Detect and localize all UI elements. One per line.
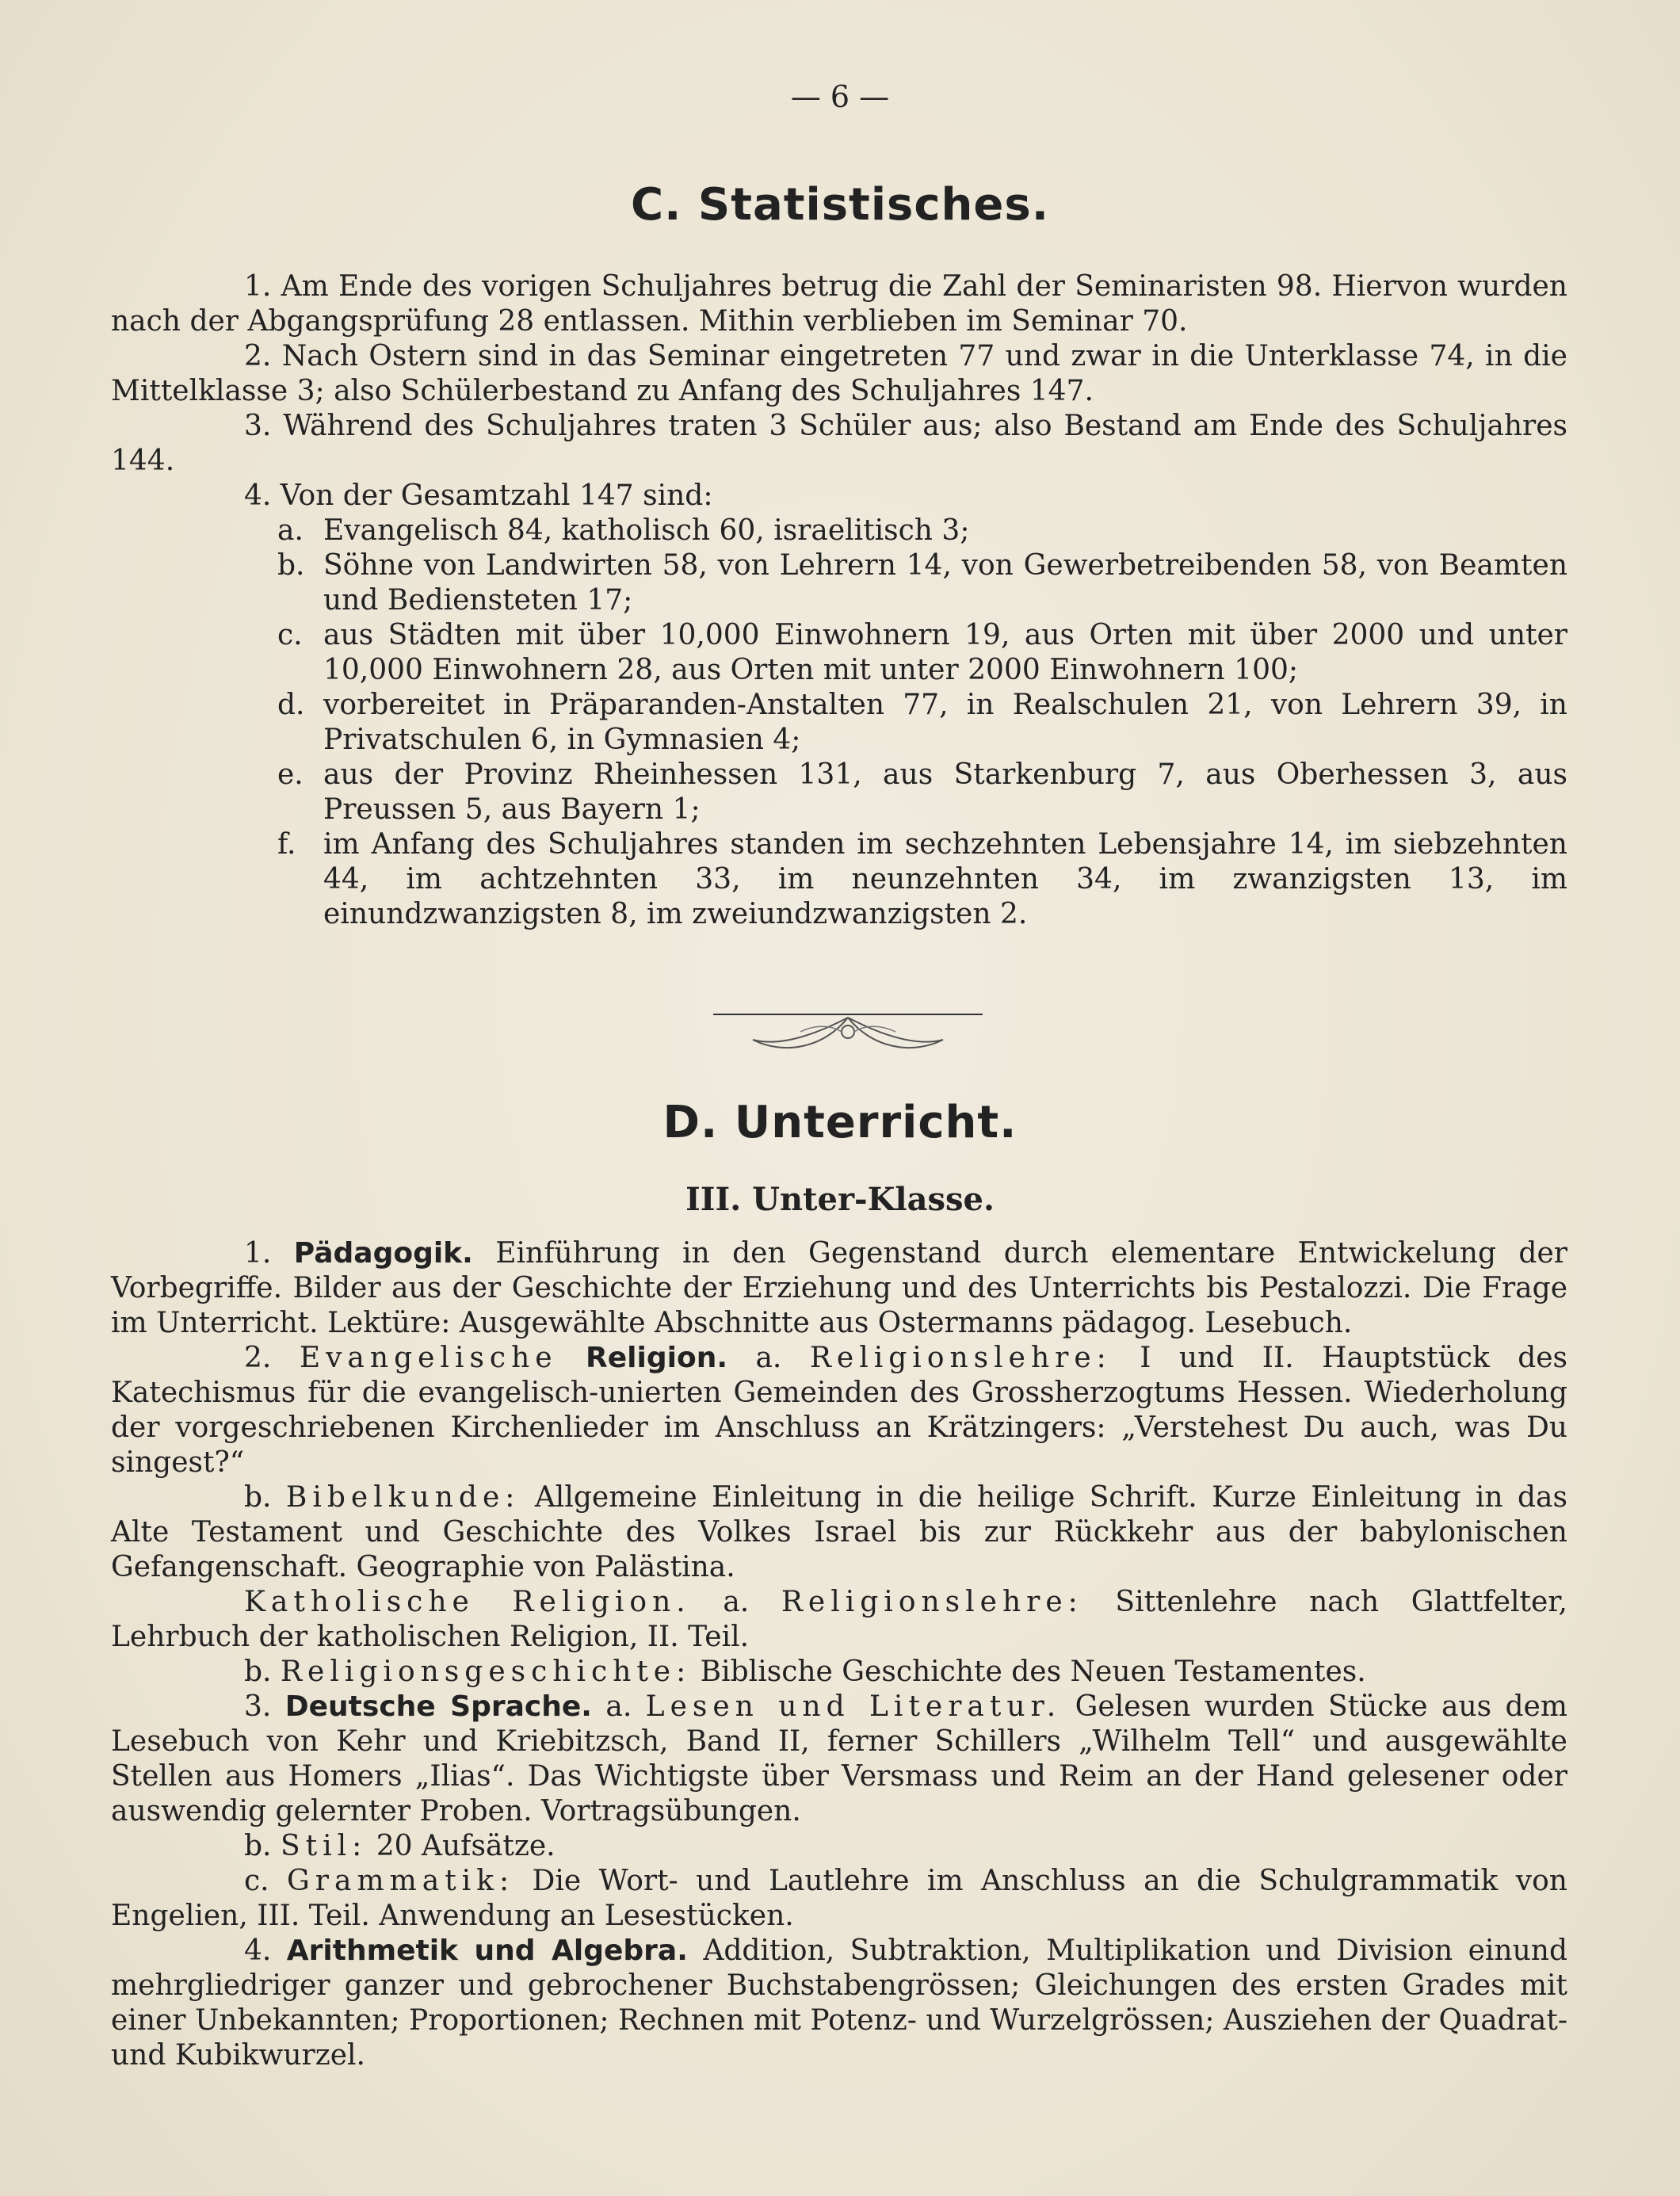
statistics-sub-item-b: b. Söhne von Landwirten 58, von Lehrern 14, von Gewerbetreibenden 58, von Beamten und Bediensteten 17;	[277, 549, 1567, 617]
section-c-body	[111, 269, 1567, 932]
statistics-item-2: 2. Nach Ostern sind in das Seminar eingetreten 77 und zwar in die Unterklasse 74, in die Mittelklasse 3; also Schülerbestand zu Anfang des Schuljahres 147.	[111, 340, 1567, 407]
statistics-sub-item-d: d. vorbereitet in Präparanden-Anstalten 77, in Realschulen 21, von Lehrern 39, in Privatschulen 6, in Gymnasien 4;	[277, 689, 1567, 756]
statistics-sub-item-a: a. Evangelisch 84, katholisch 60, israelitisch 3;	[277, 514, 970, 547]
section-d-body	[111, 1236, 1567, 2073]
subject-paedagogik: 1. Pädagogik. Einführung in den Gegenstand durch elementare Entwickelung der Vorbegriffe. Bilder aus der Geschichte der Erziehung und des Unterrichts bis Pestalozzi. Die Frage im Unterricht. Lektüre: Ausgewählte Abschnitte aus Ostermanns pädagog. Lesebuch.	[111, 1237, 1567, 1339]
subject-title: Religion.	[586, 1342, 728, 1374]
subject-religion-katholisch-a: Katholische Religion. a. Religionslehre: Sittenlehre nach Glattfelter, Lehrbuch der katholischen Religion, II. Teil.	[111, 1586, 1567, 1653]
section-d-heading: D. Unterricht.	[662, 1097, 1018, 1148]
statistics-item-4: 4. Von der Gesamtzahl 147 sind:	[244, 479, 713, 512]
subject-religion-evangelisch-a: 2. Evangelische Religion. a. Religionslehre: I und II. Hauptstück des Katechismus für die evangelisch-unierten Gemeinden des Grossherzogtums Hessen. Wiederholung der vorgeschriebenen Kirchenlieder im Anschluss an Krätzingers: „Verstehest Du auch, was Du singest?“	[111, 1342, 1568, 1479]
page-number: — 6 —	[790, 79, 890, 114]
subject-deutsch-c: c. Grammatik: Die Wort- und Lautlehre im Anschluss an die Schulgrammatik von Engelien, III. Teil. Anwendung an Lesestücken.	[111, 1865, 1567, 1932]
statistics-sub-item-f: f. im Anfang des Schuljahres standen im sechzehnten Lebensjahre 14, im siebzehnten 44, im achtzehnten 33, im neunzehnten 34, im zwanzigsten 13, im einundzwanzigsten 8, im zweiundzwanzigsten 2.	[277, 828, 1567, 930]
class-heading: III. Unter-Klasse.	[685, 1181, 995, 1218]
subject-arithmetik: 4. Arithmetik und Algebra. Addition, Subtraktion, Multiplikation und Division einund mehrgliedriger ganzer und gebrochener Buchstabengrössen; Gleichungen des ersten Grades mit einer Unbekannten; Proportionen; Rechnen mit Potenz- und Wurzelgrössen; Ausziehen der Quadrat- und Kubikwurzel.	[111, 1934, 1568, 2072]
statistics-item-1: 1. Am Ende des vorigen Schuljahres betrug die Zahl der Seminaristen 98. Hiervon wurden nach der Abgangsprüfung 28 entlassen. Mithin verblieben im Seminar 70.	[111, 270, 1567, 338]
decorative-ornament-icon	[666, 1000, 1030, 1064]
subject-title: Arithmetik und Algebra.	[286, 1934, 688, 1967]
subject-deutsch-a: 3. Deutsche Sprache. a. Lesen und Literatur. Gelesen wurden Stücke aus dem Lesebuch von Kehr und Kriebitzsch, Band II, ferner Schillers „Wilhelm Tell“ und ausgewählte Stellen aus Homers „Ilias“. Das Wichtigste über Versmass und Reim an der Hand gelesener oder auswendig gelernter Proben. Vortragsübungen.	[111, 1690, 1567, 1827]
section-c-heading: C. Statistisches.	[631, 179, 1049, 231]
subject-religion-katholisch-b: b. Religionsgeschichte: Biblische Geschichte des Neuen Testamentes.	[244, 1656, 1366, 1688]
subject-religion-evangelisch-b: b. Bibelkunde: Allgemeine Einleitung in die heilige Schrift. Kurze Einleitung in das Alte Testament und Geschichte des Volkes Israel bis zur Rückkehr aus der babylonischen Gefangenschaft. Geographie von Palästina.	[111, 1481, 1567, 1583]
statistics-item-3: 3. Während des Schuljahres traten 3 Schüler aus; also Bestand am Ende des Schuljahres 144.	[111, 410, 1567, 477]
subject-title: Pädagogik.	[293, 1237, 473, 1270]
statistics-sub-item-e: e. aus der Provinz Rheinhessen 131, aus Starkenburg 7, aus Oberhessen 3, aus Preussen 5, aus Bayern 1;	[277, 758, 1567, 826]
subject-title: Deutsche Sprache.	[284, 1690, 592, 1723]
subject-deutsch-b: b. Stil: 20 Aufsätze.	[244, 1830, 556, 1862]
statistics-sub-item-c: c. aus Städten mit über 10,000 Einwohnern 19, aus Orten mit über 2000 und unter 10,000 Einwohnern 28, aus Orten mit unter 2000 Einwohnern 100;	[277, 619, 1567, 686]
